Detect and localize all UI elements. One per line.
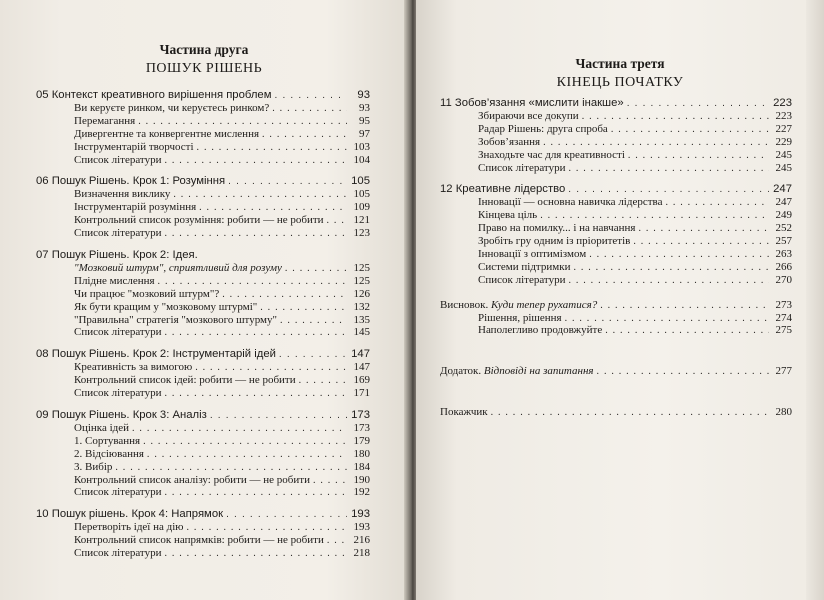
toc-entry [440,274,792,287]
toc-entry-title [74,547,161,560]
dot-leader [665,197,769,210]
toc-entry-text: Інструментарій творчості [74,140,194,153]
dot-leader [605,325,769,338]
toc-entry [36,141,370,154]
toc-entry-title [74,128,259,141]
page-number: 274 [775,311,792,324]
dot-leader [582,111,769,124]
toc-entry-text: Визначення виклику [74,188,171,201]
toc-entry-title [36,408,207,422]
left-page [0,0,408,600]
toc-entry-text: Відповіді на запитання [483,365,594,378]
toc-entry-title [478,149,625,162]
dot-leader [568,275,769,288]
toc-entry-title [478,209,537,222]
dot-leader [272,103,347,116]
toc-entry-title [74,314,277,327]
page-number: 135 [353,313,370,326]
page-number: 109 [353,201,370,214]
dot-leader [274,89,347,103]
toc-entry [36,521,370,534]
toc-entry [440,222,792,235]
page-number: 275 [775,324,792,337]
toc-entry [440,209,792,222]
part-title: ПОШУК РІШЕНЬ [145,61,263,76]
toc-entry-prefix: Додаток. [440,365,482,378]
toc-entry-title [74,214,324,227]
toc-entry-text: Як бути кращим у "мозковому штурмі" [74,300,258,313]
toc-entry [440,235,792,248]
toc-entry [36,534,370,547]
part-two-heading [0,42,408,77]
toc-entry-title [478,162,565,175]
dot-leader [280,315,347,328]
toc-entry [36,227,370,240]
page-number: 93 [359,102,370,114]
toc-entry-title [440,96,624,110]
page-number: 223 [775,110,792,122]
toc-entry-title [74,262,282,275]
toc-entry-title [440,182,565,196]
dot-leader [313,475,347,488]
toc-entry-text: Контрольний список напрямків: робити — не робити [74,534,324,547]
part-label: Частина друга [159,42,249,57]
toc-entry-text: Список літератури [74,326,162,339]
toc-entry-text: Ви керуєте ринком, чи керуєтесь ринком? [74,102,270,114]
toc-entry [440,261,792,274]
page-number: 105 [351,175,370,188]
toc-entry-text: Перемагання [74,114,136,127]
toc-entry [440,312,792,325]
page-number: 103 [353,140,370,153]
dot-leader [285,263,347,276]
toc-entry-text: Знаходьте час для креативності [478,148,625,161]
dot-leader [164,228,347,241]
toc-entry [36,248,370,262]
toc-entry-text: Інновації — основна навичка лідерства [478,196,663,209]
page-number: 126 [353,287,370,300]
toc-entry [36,422,370,435]
page-number: 105 [353,188,370,201]
toc-entry-text: Плідне мислення [74,274,155,287]
toc-right [440,96,792,419]
page-number: 97 [359,127,370,140]
part-title: КІНЕЦЬ ПОЧАТКУ [556,75,684,90]
page-number: 277 [775,365,792,378]
page-number: 192 [353,486,370,499]
toc-entry [36,448,370,461]
toc-entry [440,162,792,175]
page-number: 173 [351,409,370,422]
page-number: 123 [353,227,370,240]
toc-entry [36,507,370,521]
toc-entry [440,136,792,149]
toc-entry-text: 05 Контекст креативного вирішення проблем [36,89,272,101]
toc-entry-title [440,365,594,378]
page-number: 263 [775,248,792,261]
page-number: 193 [351,508,370,521]
dot-leader [173,189,347,202]
toc-entry [36,361,370,374]
toc-entry-text: 07 Пошук Рішень. Крок 2: Ідея. [36,249,198,262]
dot-leader [597,366,769,379]
toc-entry-title [36,347,276,361]
toc-entry-title [478,274,565,287]
toc-entry-text: "Правильна" стратегія "мозкового штурму" [74,313,278,326]
dot-leader [197,142,347,155]
toc-entry [440,324,792,337]
page-number: 249 [775,209,792,222]
toc-entry-text: Список літератури [478,273,566,286]
dot-leader [600,300,769,313]
toc-entry-text: Список літератури [478,161,566,174]
page-number: 171 [353,387,370,400]
toc-entry-text: Чи працює "мозковий штурм"? [74,287,220,300]
toc-entry-text: Контрольний список аналізу: робити — не робити [74,473,310,486]
toc-entry-text: Покажчик [440,406,488,419]
page-number: 218 [353,547,370,560]
page-number: 125 [353,262,370,275]
page-number: 216 [353,534,370,547]
dot-leader [164,388,347,401]
toc-entry-title [74,326,161,339]
toc-entry [440,96,792,110]
part-three-heading [416,56,824,91]
toc-entry-text: 1. Сортування [74,434,141,447]
toc-entry [36,314,370,327]
toc-entry-title [74,474,310,487]
dot-leader [164,155,347,168]
toc-entry-title [74,288,219,301]
toc-entry [36,88,370,102]
toc-entry-title [478,312,562,325]
toc-entry [440,406,792,419]
page-number: 280 [775,406,792,419]
page-number: 245 [775,148,792,161]
dot-leader [627,97,769,111]
toc-entry-title [36,88,271,102]
dot-leader [573,262,769,275]
dot-leader [611,124,769,137]
toc-left [36,88,370,560]
toc-entry [36,188,370,201]
toc-entry [36,347,370,361]
dot-leader [628,150,769,163]
page-number: 190 [353,473,370,486]
page-number: 227 [775,122,792,135]
toc-entry-title [74,534,324,547]
page-number: 184 [353,460,370,473]
toc-entry [36,262,370,275]
page-number: 145 [353,326,370,339]
toc-entry [36,174,370,188]
toc-entry-text: Системи підтримки [478,260,571,273]
toc-entry [36,275,370,288]
toc-entry-title [36,507,223,521]
toc-entry-title [478,235,630,248]
page-number: 104 [353,153,370,166]
toc-entry [36,435,370,448]
toc-entry-text: Оцінка ідей [74,422,130,435]
toc-entry [440,123,792,136]
dot-leader [143,436,347,449]
toc-entry-text: Збираючи все докупи [478,110,579,122]
toc-entry-title [74,486,161,499]
page-edge [806,0,824,600]
toc-entry [36,387,370,400]
toc-entry [36,154,370,167]
toc-entry-text: 12 Креативне лідерство [440,183,566,196]
toc-entry-title [36,174,225,188]
toc-entry [36,102,370,115]
toc-entry-title [74,422,129,435]
toc-entry [440,110,792,123]
dot-leader [164,327,347,340]
toc-entry-text: "Мозковий штурм", сприятливий для розуму [74,262,282,275]
toc-entry-title [478,261,570,274]
toc-entry-title [74,141,194,154]
toc-entry-title [74,188,170,201]
toc-entry-text: Зробіть гру одним із пріоритетів [478,235,631,248]
toc-entry-text: Дивергентне та конвергентне мислення [74,127,260,140]
dot-leader [633,236,769,249]
toc-entry-text: Право на помилку... і на навчання [478,222,636,235]
page-number: 273 [775,298,792,311]
toc-entry-text: Список літератури [74,486,162,499]
page-number: 93 [357,89,370,101]
page-number: 266 [775,260,792,273]
dot-leader [226,508,347,522]
toc-entry-text: Кінцева ціль [478,209,538,222]
toc-entry-title [74,435,140,448]
toc-entry-text: Список літератури [74,153,162,166]
toc-entry-title [74,521,184,534]
dot-leader [568,163,769,176]
toc-entry-text: Інструментарій розуміння [74,201,197,214]
toc-entry [36,115,370,128]
page-number: 125 [353,274,370,287]
toc-entry-title [478,324,602,337]
toc-entry-title [440,406,488,419]
page-number: 147 [353,361,370,374]
dot-leader [568,183,769,197]
toc-entry-text: Зобов’язання [478,135,541,148]
toc-entry-text: Інновації з оптимізмом [478,248,587,261]
toc-entry-text: 06 Пошук Рішень. Крок 1: Розуміння [36,175,226,188]
toc-entry [440,149,792,162]
toc-entry-title [74,227,161,240]
page-number: 173 [353,422,370,435]
toc-entry [440,299,792,312]
toc-entry-text: Список літератури [74,547,162,560]
dot-leader [299,375,347,388]
toc-entry-title [478,136,540,149]
toc-entry-title [440,299,597,312]
page-number: 223 [773,97,792,109]
toc-entry-title [74,301,257,314]
toc-entry-title [74,201,196,214]
toc-entry-text: Рішення, рішення [478,311,562,324]
dot-leader [589,249,769,262]
dot-leader [210,409,347,423]
toc-entry-title [478,196,662,209]
toc-entry-prefix: Висновок. [440,298,489,311]
right-page [416,0,824,600]
toc-entry-title [478,248,586,261]
dot-leader [279,348,347,362]
toc-entry-title [74,102,269,115]
toc-entry [36,474,370,487]
toc-entry [440,182,792,196]
dot-leader [327,215,347,228]
toc-entry [36,486,370,499]
dot-leader [327,535,347,548]
page-number: 229 [775,135,792,148]
toc-entry-title [74,461,112,474]
toc-entry-text: Креативність за вимогою [74,361,193,374]
toc-entry [36,214,370,227]
toc-entry-text: Перетворіть ідеї на дію [74,521,184,534]
toc-entry-title [74,275,155,288]
dot-leader [638,223,769,236]
toc-entry-text: Наполегливо продовжуйте [478,324,603,337]
page-number: 247 [775,196,792,209]
toc-entry [36,326,370,339]
toc-entry-title [74,154,161,167]
page-number: 193 [353,521,370,534]
page-number: 245 [775,161,792,174]
toc-entry-title [74,361,192,374]
toc-entry-text: 3. Вибір [74,460,113,473]
dot-leader [164,487,347,500]
toc-entry [440,248,792,261]
toc-entry-title [74,448,144,461]
dot-leader [132,423,347,436]
toc-entry-title [478,123,608,136]
page-number: 169 [353,374,370,387]
toc-entry-title [478,110,579,123]
page-number: 180 [353,447,370,460]
page-number: 179 [353,434,370,447]
toc-entry [36,301,370,314]
toc-entry-text: 2. Відсіювання [74,447,144,460]
toc-entry-text: Контрольний список ідей: робити — не робити [74,374,296,387]
dot-leader [491,407,769,420]
toc-entry-text: Список літератури [74,387,162,400]
page-number: 252 [775,222,792,235]
toc-entry-text: 09 Пошук Рішень. Крок 3: Аналіз [36,409,207,422]
page-number: 147 [351,348,370,361]
toc-entry-text: 08 Пошук Рішень. Крок 2: Інструментарій ідей [36,348,276,361]
part-label: Частина третя [575,56,665,71]
toc-entry [36,201,370,214]
toc-entry-title [74,115,135,128]
page-number: 95 [359,114,370,127]
toc-entry [36,461,370,474]
toc-entry-text: 10 Пошук рішень. Крок 4: Напрямок [36,508,224,521]
toc-entry-title [74,374,296,387]
toc-entry [36,128,370,141]
toc-entry-text: Куди тепер рухатися? [490,298,598,311]
toc-entry-text: Радар Рішень: друга спроба [478,122,608,135]
dot-leader [164,548,347,561]
toc-entry-title [36,248,198,262]
page-number: 247 [773,183,792,196]
toc-entry [36,374,370,387]
toc-entry-text: 11 Зобов’язання «мислити інакше» [440,97,624,109]
page-number: 132 [353,300,370,313]
toc-entry [36,408,370,422]
toc-entry-text: Контрольний список розуміння: робити — не робити [74,214,324,227]
dot-leader [262,129,347,142]
page-number: 257 [775,235,792,248]
page-number: 270 [775,273,792,286]
toc-entry [36,547,370,560]
toc-entry [440,365,792,378]
dot-leader [147,449,347,462]
toc-entry-title [74,387,161,400]
toc-entry-text: Список літератури [74,227,162,240]
toc-entry-title [478,222,635,235]
toc-entry [36,288,370,301]
dot-leader [228,175,347,189]
page-number: 121 [353,214,370,227]
toc-entry [440,196,792,209]
